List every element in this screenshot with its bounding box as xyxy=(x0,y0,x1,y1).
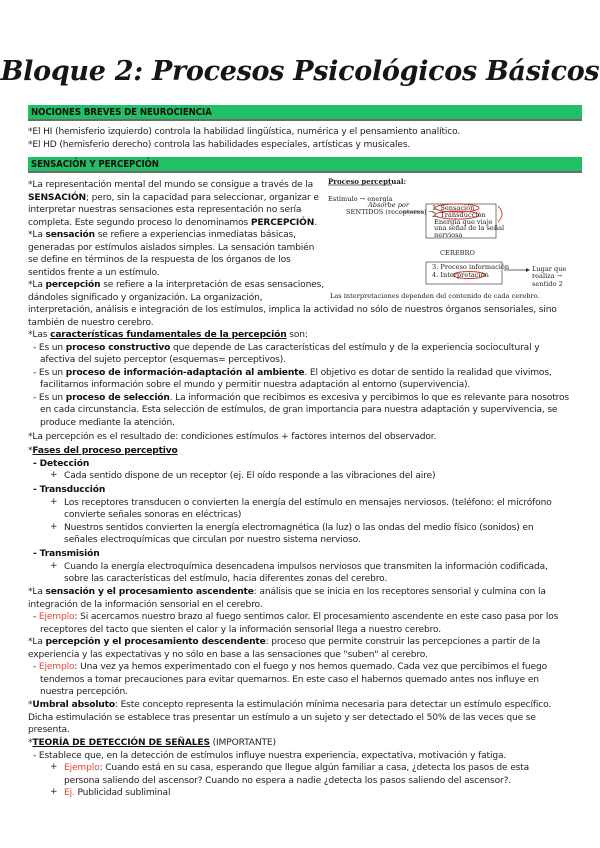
diagram-item-2d: nerviosa xyxy=(434,230,463,239)
text-line: afectiva del sujeto perceptor (esquemas= perceptivos). xyxy=(40,355,286,365)
text-line: experiencia y las expectativas y no sólo en base a las sensaciones que "suben" al cerebro. xyxy=(28,649,428,660)
text-line: facilitarnos información sobre el mundo y permitir nuestra adaptación al entorno (supervivencia). xyxy=(40,380,471,390)
heading-teoria: TEORÍA DE DETECCIÓN DE SEÑALES xyxy=(32,738,210,748)
text-line: presenta. xyxy=(28,725,70,735)
term: proceso de información-adaptación al ambiente xyxy=(65,367,305,378)
term-sensacion: sensación xyxy=(45,230,95,240)
heading-fases: Fases del proceso perceptivo xyxy=(32,446,178,456)
text-span: *La xyxy=(28,637,46,647)
text-line: se define en términos de la respuesta de los órganos de los xyxy=(28,255,291,265)
example-label: Ejemplo xyxy=(38,662,75,672)
section-band-neurociencia: NOCIONES BREVES DE NEUROCIENCIA xyxy=(28,105,582,121)
text-line: sobre las características del estímulo, hacia diferentes zonas del cerebro. xyxy=(64,574,388,584)
text-line: dándoles significado y organización. La organización, xyxy=(28,292,263,303)
diagram-stimulus: Estímulo → energía xyxy=(328,195,393,203)
bullet: + xyxy=(50,560,58,571)
text-line xyxy=(28,217,317,229)
text-line: sentidos frente a un estímulo. xyxy=(28,267,160,278)
text-span: *La xyxy=(28,230,46,240)
text-line: Cuando la energía electroquímica desencadena impulsos nerviosos que transmiten la información codificada, xyxy=(64,561,548,572)
text-span: se refiere a experiencias inmediatas básicas, xyxy=(94,230,296,240)
bullet: + xyxy=(50,762,58,772)
heading-caracteristicas: características fundamentales de la percepción xyxy=(50,330,287,340)
phase-label: - Detección xyxy=(33,458,90,469)
text-span: *La xyxy=(28,587,46,597)
text-line: nuestra percepción. xyxy=(40,687,128,697)
diagram-caption: Las interpretaciones dependen del contenido de cada cerebro. xyxy=(330,292,540,300)
text-line: *La representación mental del mundo se consigue a través de la xyxy=(28,180,314,190)
phase-label: - Transmisión xyxy=(33,549,100,559)
phase-transmision xyxy=(33,548,100,560)
text-line xyxy=(28,329,308,341)
text-span: . El objetivo es dotar de sentido la realidad que vivimos, xyxy=(304,367,552,378)
text-line: convierte señales sonoras en eléctricas) xyxy=(64,510,242,520)
text-span: . La información que recibimos es excesiva y percibimos lo que es relevante para nosotros xyxy=(169,392,570,403)
term: proceso constructivo xyxy=(65,342,171,353)
bullet: + xyxy=(50,470,58,480)
term: proceso de selección xyxy=(65,392,170,403)
text-line: Cada sentido dispone de un receptor (ej. El oído responde a las vibraciones del aire) xyxy=(64,471,436,481)
bullet: + xyxy=(50,496,58,507)
text-line: interpretar nuestras sensaciones esta representación no sería xyxy=(28,205,302,215)
term: percepción y el procesamiento descendente xyxy=(45,637,266,647)
page-title: Bloque 2: Procesos Psicológicos Básicos xyxy=(0,56,600,87)
text-line: receptores del tacto que sienten el calor y la información sensorial llega a nuestro cerebro. xyxy=(40,624,441,635)
diagram-item-3: 3. Proceso información xyxy=(432,263,510,271)
example-line xyxy=(64,787,170,799)
text-line: también de nuestro cerebro. xyxy=(28,317,154,328)
text-line xyxy=(28,445,178,457)
text-line: en cada circunstancia. Esta selección de estímulos, de gran importancia para nuestra adaptación y supervivencia, se xyxy=(40,405,558,415)
neuro-line-1: *El HI (hemisferio izquierdo) controla la habilidad lingüística, numérica y el pensamiento analítico. xyxy=(28,127,461,137)
section-band-sensacion: SENSACIÓN Y PERCEPCIÓN xyxy=(28,157,582,173)
text-span: - Es un xyxy=(33,367,66,378)
text-span: - Es un xyxy=(33,392,66,403)
diagram-cerebro: CEREBRO xyxy=(440,249,475,257)
neuro-line-2: *El HD (hemisferio derecho) controla las habilidades especiales, artísticas y musicales. xyxy=(28,139,411,150)
text-line xyxy=(28,279,324,291)
text-line xyxy=(28,192,319,204)
text-span: - xyxy=(33,612,39,622)
example-label: Ejemplo xyxy=(64,763,100,773)
example-line xyxy=(33,611,558,623)
text-line: Los receptores transducen o convierten la energía del estímulo en mensajes nerviosos. (teléfono: el micrófono xyxy=(64,497,552,508)
text-line xyxy=(28,586,546,598)
term: sensación y el procesamiento ascendente xyxy=(45,587,254,597)
text-span: : Cuando está en su casa, esperando que llegue algún familiar a casa, ¿detecta los pasos de esta xyxy=(99,763,530,773)
text-line: produce mediante la atención. xyxy=(40,417,175,428)
text-line: *La percepción es el resultado de: condiciones estímulos + factores internos del observador. xyxy=(28,432,437,442)
text-line xyxy=(28,699,551,711)
text-line: Nuestros sentidos convierten la energía electromagnética (la luz) o las ondas del medio físico (sonidos) en xyxy=(64,522,534,533)
text-span: * xyxy=(28,700,33,710)
diagram-item-2: 2. Transducción xyxy=(432,210,486,219)
term-percepcion: percepción xyxy=(45,280,101,290)
phase-deteccion xyxy=(33,458,89,470)
text-span: : Si acercamos nuestro brazo al fuego sentimos calor. El procesamiento ascendente en este caso pasa por los xyxy=(74,612,559,622)
text-line xyxy=(28,229,296,241)
text-span: *Las xyxy=(28,330,51,340)
text-span: : Una vez ya hemos experimentado con el fuego y nos hemos quemado. Cada vez que percibimos el fuego xyxy=(74,662,548,672)
diagram-heading: Proceso perceptual: xyxy=(328,177,407,186)
text-line: señales electroquímicas que circulan por nuestro sistema nervioso. xyxy=(64,535,361,545)
text-span: ; pero, sin la capacidad para seleccionar, organizar e xyxy=(86,192,319,203)
diagram-item-4: 4. Interpretación xyxy=(432,270,489,279)
term: Umbral absoluto xyxy=(32,700,115,710)
text-span: que depende de Las características del estímulo y de la experiencia sociocultural y xyxy=(170,342,540,353)
text-span: *La xyxy=(28,280,46,290)
bullet: + xyxy=(50,787,58,797)
diagram-item-2b: Energía que viaje xyxy=(434,217,493,226)
diagram-item-2c: una señal de la señal xyxy=(434,224,505,232)
term-sensacion: SENSACIÓN xyxy=(28,192,87,203)
text-line: interpretación, análisis e integración de los estímulos, implica la actividad no sólo de nuestros órganos sensoriales, sino xyxy=(28,305,557,315)
diagram-item-1: 1. Sensación xyxy=(432,203,475,212)
text-line xyxy=(33,392,569,404)
bullet: + xyxy=(50,521,58,532)
phase-transduccion xyxy=(33,484,105,496)
text-line xyxy=(28,737,276,749)
example-label: Ej. xyxy=(64,788,75,798)
text-span: son: xyxy=(286,330,308,340)
diagram-arrow-label: Absorbe por xyxy=(368,201,410,209)
text-line: integración de la información sensorial en el cerebro. xyxy=(28,599,263,610)
text-line xyxy=(28,636,540,648)
text-span: : Este concepto representa la estimulación mínima necesaria para detectar un estímulo específico. xyxy=(114,700,552,710)
diagram-senses: SENTIDOS (receptores) → xyxy=(346,208,435,216)
example-label: Ejemplo xyxy=(38,612,75,622)
diagram-side-note: Lugar que realiza → sentido 2 xyxy=(532,265,567,288)
text-span: Publicidad subliminal xyxy=(74,788,171,798)
example-line xyxy=(33,661,547,673)
text-span: - Es un xyxy=(33,342,66,353)
text-line xyxy=(33,342,539,354)
text-span: se refiere a la interpretación de esas sensaciones, xyxy=(100,280,324,290)
example-line xyxy=(64,762,529,774)
text-span: - xyxy=(33,662,39,672)
perceptual-process-diagram xyxy=(328,176,590,304)
text-line: Dicha estimulación se establece tras presentar un estímulo a un sujeto y ser detectado el 50% de las veces que se xyxy=(28,712,536,723)
text-span: : proceso que permite construir las percepciones a partir de la xyxy=(265,637,541,647)
text-line: generadas por estímulos aislados simples. La sensación también xyxy=(28,242,315,253)
text-span: * xyxy=(28,738,33,748)
text-span: * xyxy=(28,446,33,456)
text-line: persona saliendo del ascensor? Cuando no espera a nadie ¿detecta los pasos saliendo del ascensor?. xyxy=(64,775,512,786)
text-line: tendemos a tomar precauciones para evitar quemarnos. En este caso el habernos quemado antes nos influye en xyxy=(40,674,539,685)
text-line xyxy=(33,367,552,379)
term-percepcion: PERCEPCIÓN xyxy=(250,217,315,228)
text-span: (IMPORTANTE) xyxy=(209,738,276,748)
text-line: - Establece que, en la detección de estímulos influye nuestra experiencia, expectativa, motivación y fatiga. xyxy=(33,750,507,761)
text-span: : análisis que se inicia en los receptores sensorial y culmina con la xyxy=(253,587,546,597)
phase-label: - Transducción xyxy=(33,485,106,495)
text-span: . xyxy=(314,217,317,228)
text-span: completa. Este segundo proceso lo denominamos xyxy=(28,217,251,228)
